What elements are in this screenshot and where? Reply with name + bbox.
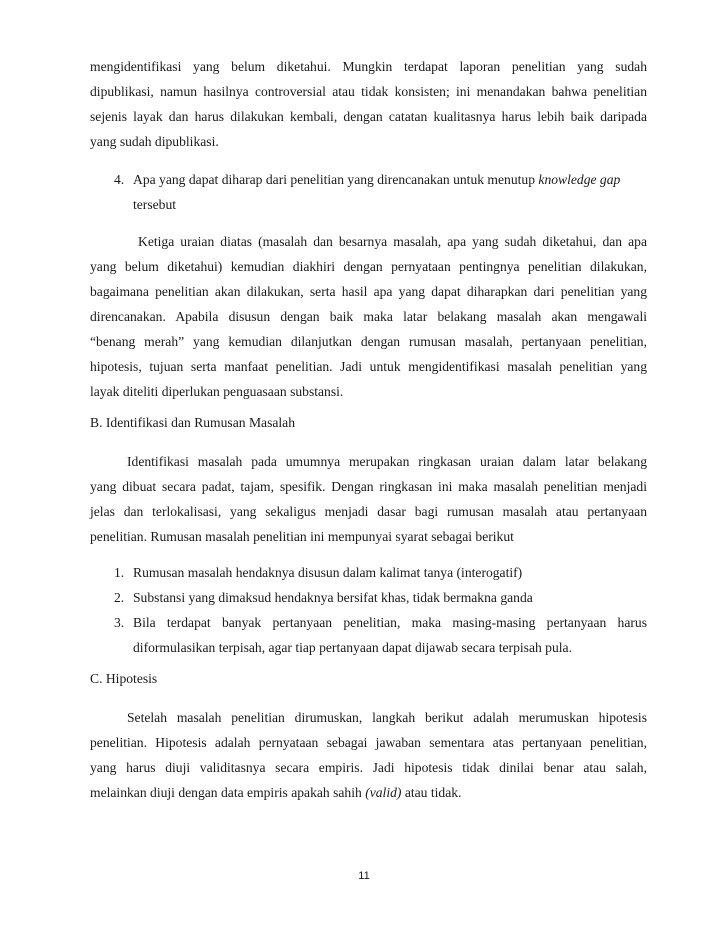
paragraph-line: dipublikasi, namun hasilnya controversial atau tidak konsisten; ini menandakan bahwa penelitian (90, 84, 647, 99)
page-number: 11 (358, 870, 370, 882)
paragraph-line: yang harus diuji validitasnya secara empiris. Jadi hipotesis tidak dinilai benar atau salah, (90, 760, 647, 775)
paragraph-line: penelitian. Rumusan masalah penelitian ini mempunyai syarat sebagai berikut (90, 529, 514, 544)
paragraph-line: “benang merah” yang kemudian dilanjutkan dengan rumusan masalah, pertanyaan penelitian, (90, 334, 647, 349)
paragraph-line: hipotesis, tujuan serta manfaat penelitian. Jadi untuk mengidentifikasi masalah penelitian yang (90, 359, 647, 374)
list-number: 3. (114, 615, 125, 630)
list-item-line (133, 170, 620, 190)
paragraph-line (90, 783, 461, 803)
list-item-line: tersebut (133, 197, 177, 212)
paragraph-italic: (valid) (365, 785, 402, 800)
paragraph-line: jelas dan terlokalisasi, yang sekaligus menjadi dasar bagi rumusan masalah atau pertanyaan (90, 504, 647, 519)
paragraph-text: melainkan diuji dengan data empiris apakah sahih (90, 785, 366, 800)
section-heading-c: C. Hipotesis (90, 671, 158, 686)
paragraph-line: sejenis layak dan harus dilakukan kembali, dengan catatan kualitasnya harus lebih baik daripada (90, 109, 647, 124)
paragraph-line: yang dibuat secara padat, tajam, spesifik. Dengan ringkasan ini maka masalah penelitian menjadi (90, 479, 647, 494)
paragraph-line: penelitian. Hipotesis adalah pernyataan sebagai jawaban sementara atas pertanyaan penelitian, (90, 735, 647, 750)
list-number: 4. (114, 172, 125, 187)
paragraph-line: bagaimana penelitian akan dilakukan, serta hasil apa yang dapat diharapkan dari penelitian yang (90, 284, 647, 299)
paragraph-line: mengidentifikasi yang belum diketahui. Mungkin terdapat laporan penelitian yang sudah (90, 59, 647, 74)
paragraph-text: atau tidak. (401, 785, 462, 800)
list-number: 1. (114, 565, 125, 580)
paragraph-line: Setelah masalah penelitian dirumuskan, langkah berikut adalah merumuskan hipotesis (127, 710, 647, 725)
paragraph-line: Ketiga uraian diatas (masalah dan besarnya masalah, apa yang sudah diketahui, dan apa (138, 234, 647, 249)
paragraph-line: direncanakan. Apabila disusun dengan baik maka latar belakang masalah akan mengawali (90, 309, 647, 324)
list-item-line: Bila terdapat banyak pertanyaan penelitian, maka masing-masing pertanyaan harus (133, 615, 647, 630)
paragraph-line: layak diteliti diperlukan penguasaan substansi. (90, 384, 344, 399)
paragraph-line: yang sudah dipublikasi. (90, 134, 219, 149)
list-item-text: Apa yang dapat diharap dari penelitian yang direncanakan untuk menutup (133, 172, 539, 187)
paragraph-line: yang belum diketahui) kemudian diakhiri dengan pernyataan pentingnya penelitian dilakukan, (90, 259, 647, 274)
list-number: 2. (114, 590, 125, 605)
list-item-line: diformulasikan terpisah, agar tiap pertanyaan dapat dijawab secara terpisah pula. (133, 640, 572, 655)
list-item-line: Rumusan masalah hendaknya disusun dalam kalimat tanya (interogatif) (133, 565, 523, 580)
list-item-italic: knowledge gap (538, 172, 621, 187)
list-item-line: Substansi yang dimaksud hendaknya bersifat khas, tidak bermakna ganda (133, 590, 533, 605)
section-heading-b: B. Identifikasi dan Rumusan Masalah (90, 415, 296, 430)
paragraph-line: Identifikasi masalah pada umumnya merupakan ringkasan uraian dalam latar belakang (127, 454, 647, 469)
